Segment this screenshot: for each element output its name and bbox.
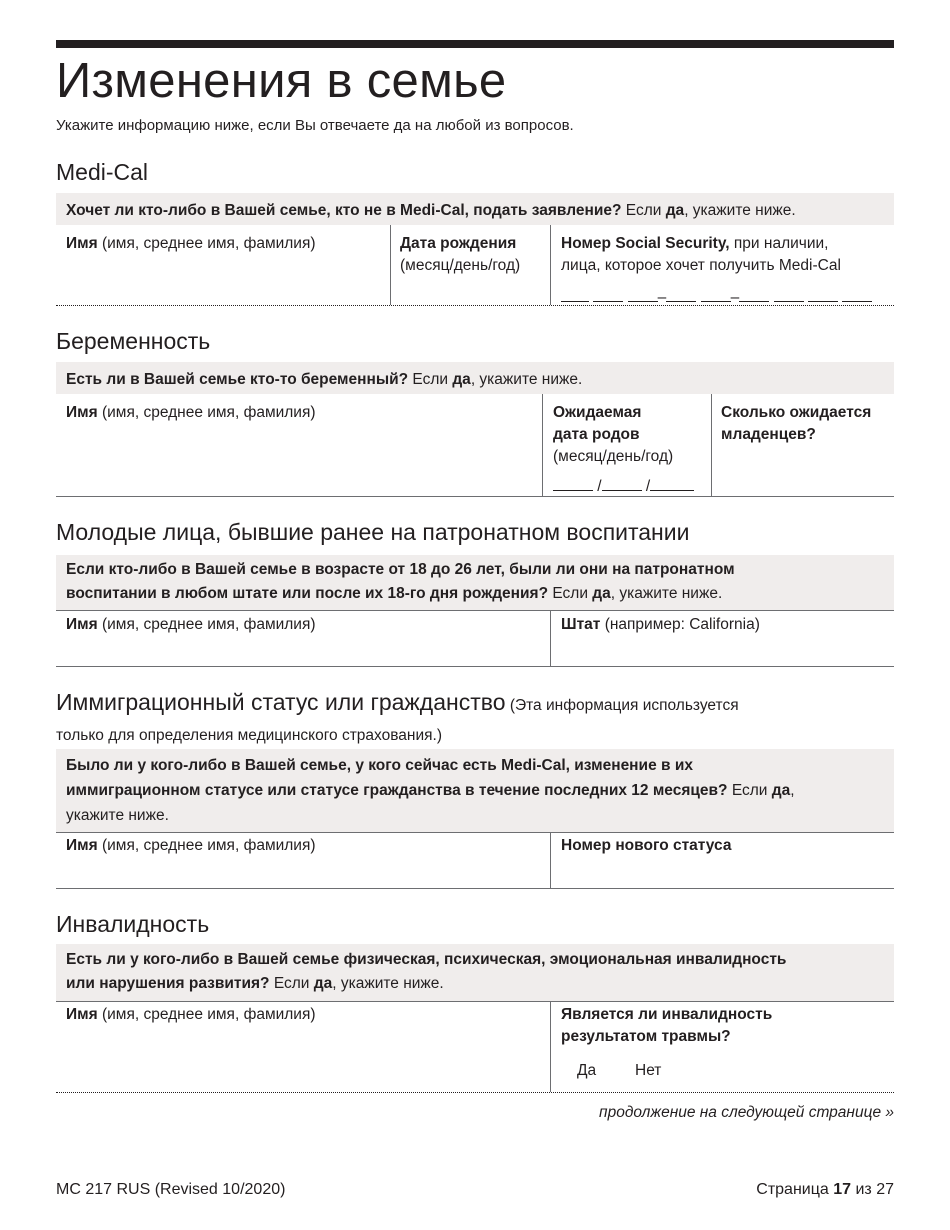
- pregnancy-name-field[interactable]: Имя (имя, среднее имя, фамилия): [66, 404, 316, 421]
- foster-state-field[interactable]: Штат (например: California): [561, 616, 760, 633]
- pregnancy-question: Есть ли в Вашей семье кто-то беременный? Если да, укажите ниже.: [56, 362, 894, 394]
- medical-question: Хочет ли кто-либо в Вашей семье, кто не в Medi-Cal, подать заявление? Если да, укажите ниже.: [56, 193, 894, 225]
- foster-name-field[interactable]: Имя (имя, среднее имя, фамилия): [66, 616, 316, 633]
- medical-ssn-field[interactable]: Номер Social Security, при наличии, лица, которое хочет получить Medi-Cal – –: [551, 225, 894, 305]
- immigration-divider: [56, 888, 894, 889]
- top-rule: [56, 40, 894, 48]
- medical-heading: Medi-Cal: [56, 159, 149, 185]
- form-id: MC 217 RUS (Revised 10/2020): [56, 1181, 286, 1198]
- immigration-heading-note: только для определения медицинского страхования.): [56, 727, 442, 744]
- medical-name-field[interactable]: Имя (имя, среднее имя, фамилия): [66, 235, 316, 252]
- foster-divider: [56, 666, 894, 667]
- medical-divider: [56, 305, 894, 306]
- page-number: Страница 17 из 27: [756, 1181, 894, 1198]
- disability-name-field[interactable]: Имя (имя, среднее имя, фамилия): [66, 1006, 316, 1023]
- intro-text: Укажите информацию ниже, если Вы отвечаете да на любой из вопросов.: [56, 117, 574, 134]
- immigration-question: Было ли у кого-либо в Вашей семье, у кого сейчас есть Medi-Cal, изменение в их иммиграционном статусе или статусе гражданства в течение последних 12 месяцев? Если да, укажите ниже.: [56, 749, 894, 832]
- ssn-blanks: – –: [561, 287, 884, 309]
- foster-row: [56, 611, 894, 666]
- disability-injury-field: Является ли инвалидность результатом травмы? Да Нет: [551, 1002, 894, 1092]
- pregnancy-heading: Беременность: [56, 328, 211, 354]
- immigration-name-field[interactable]: Имя (имя, среднее имя, фамилия): [66, 837, 316, 854]
- medical-row: [56, 225, 894, 305]
- medical-dob-field[interactable]: Дата рождения (месяц/день/год): [400, 235, 521, 274]
- disability-divider: [56, 1092, 894, 1093]
- immigration-heading: Иммиграционный статус или гражданство (Эта информация используется: [56, 689, 739, 715]
- injury-no-option[interactable]: Нет: [635, 1062, 662, 1079]
- disability-question: Есть ли у кого-либо в Вашей семье физическая, психическая, эмоциональная инвалидность или нарушения развития? Если да, укажите ниже.: [56, 944, 894, 1001]
- continued-note: продолжение на следующей странице »: [599, 1104, 894, 1121]
- due-date-blanks: / /: [553, 476, 700, 498]
- pregnancy-divider: [56, 496, 894, 497]
- page-title: Изменения в семье: [56, 54, 507, 108]
- pregnancy-row: [56, 394, 894, 496]
- foster-heading: Молодые лица, бывшие ранее на патронатном воспитании: [56, 519, 690, 545]
- pregnancy-babies-field[interactable]: Сколько ожидается младенцев?: [721, 404, 872, 443]
- disability-heading: Инвалидность: [56, 911, 210, 937]
- injury-yes-option[interactable]: Да: [577, 1062, 597, 1079]
- foster-question: Если кто-либо в Вашей семье в возрасте от 18 до 26 лет, были ли они на патронатном воспитании в любом штате или после их 18-го дня рождения? Если да, укажите ниже.: [56, 555, 894, 610]
- pregnancy-due-date-field[interactable]: Ожидаемая дата родов (месяц/день/год) / /: [543, 394, 710, 496]
- immigration-status-field[interactable]: Номер нового статуса: [561, 837, 732, 854]
- immigration-row: [56, 833, 894, 888]
- disability-row: [56, 1002, 894, 1092]
